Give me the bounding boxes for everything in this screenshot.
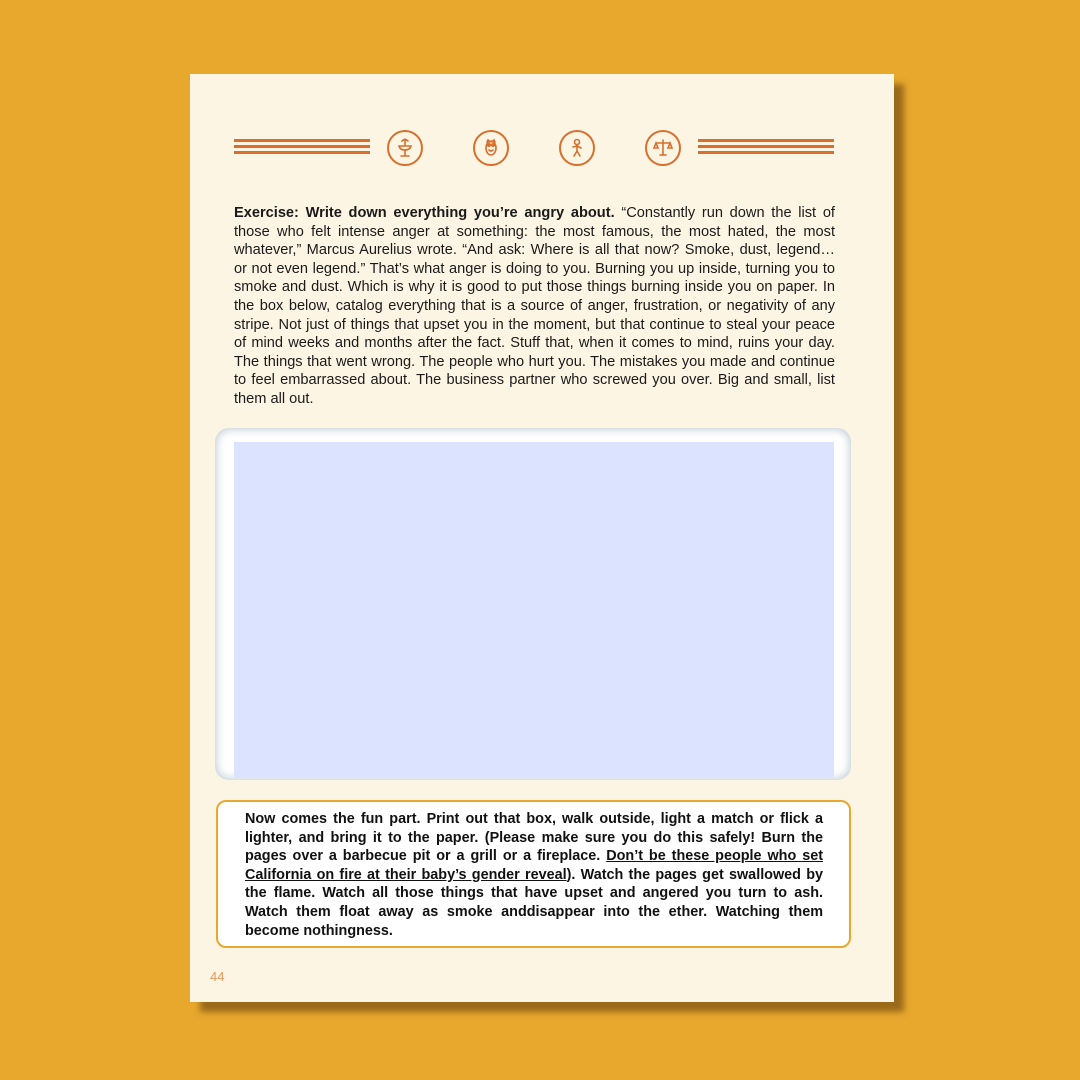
fun-part-text-before: Now comes the fun part. Print out that box, walk outside, light a match or flick a lighter, and bring it to the paper. (Please make sure you do this safely! Burn the pages over a barbecue pit or a grill or a fireplace. bbox=[245, 811, 823, 865]
owl-icon bbox=[473, 130, 509, 166]
fun-part-box bbox=[216, 800, 851, 948]
gender-reveal-link[interactable]: Don’t be these people who set California on fire at their baby’s gender reveal bbox=[245, 848, 823, 883]
fun-part-text-after: ). Watch the pages get swallowed by the flame. Watch all those things that have upset and angered you turn to ash. Watch them float away as smoke anddisappear into the ether. Watching them become nothingness. bbox=[245, 866, 823, 939]
figure-icon bbox=[559, 130, 595, 166]
ornament-lines-right bbox=[698, 139, 834, 159]
fountain-icon bbox=[387, 130, 423, 166]
exercise-paragraph bbox=[234, 204, 835, 409]
page-number: 44 bbox=[210, 969, 225, 984]
scales-icon bbox=[645, 130, 681, 166]
ornament-lines-left bbox=[234, 139, 370, 159]
workbook-page bbox=[190, 74, 894, 1002]
fun-part-text bbox=[245, 810, 823, 940]
ornament-band bbox=[234, 130, 834, 170]
writing-box-frame bbox=[215, 428, 851, 780]
exercise-body: “Constantly run down the list of those who felt intense anger at something: the most famous, the most hated, the most whatever,” Marcus Aurelius wrote. “And ask: Where is all that now? Smoke, dust, legend… or not even legend.” That’s what anger is doing to you. Burning you up inside, turning you to smoke and dust. Which is why it is good to put those things burning inside you on paper. In the box below, catalog everything that is a source of anger, frustration, or negativity of any stripe. Not just of things that upset you in the moment, but that continue to steal your peace of mind weeks and months after the fact. Stuff that, when it comes to mind, ruins your day. The things that went wrong. The people who hurt you. The mistakes you made and continue to feel embarrassed about. The business partner who screwed you over. Big and small, list them all out. bbox=[234, 205, 835, 407]
writing-box[interactable] bbox=[234, 442, 834, 778]
exercise-heading: Exercise: Write down everything you’re angry about. bbox=[234, 205, 615, 221]
